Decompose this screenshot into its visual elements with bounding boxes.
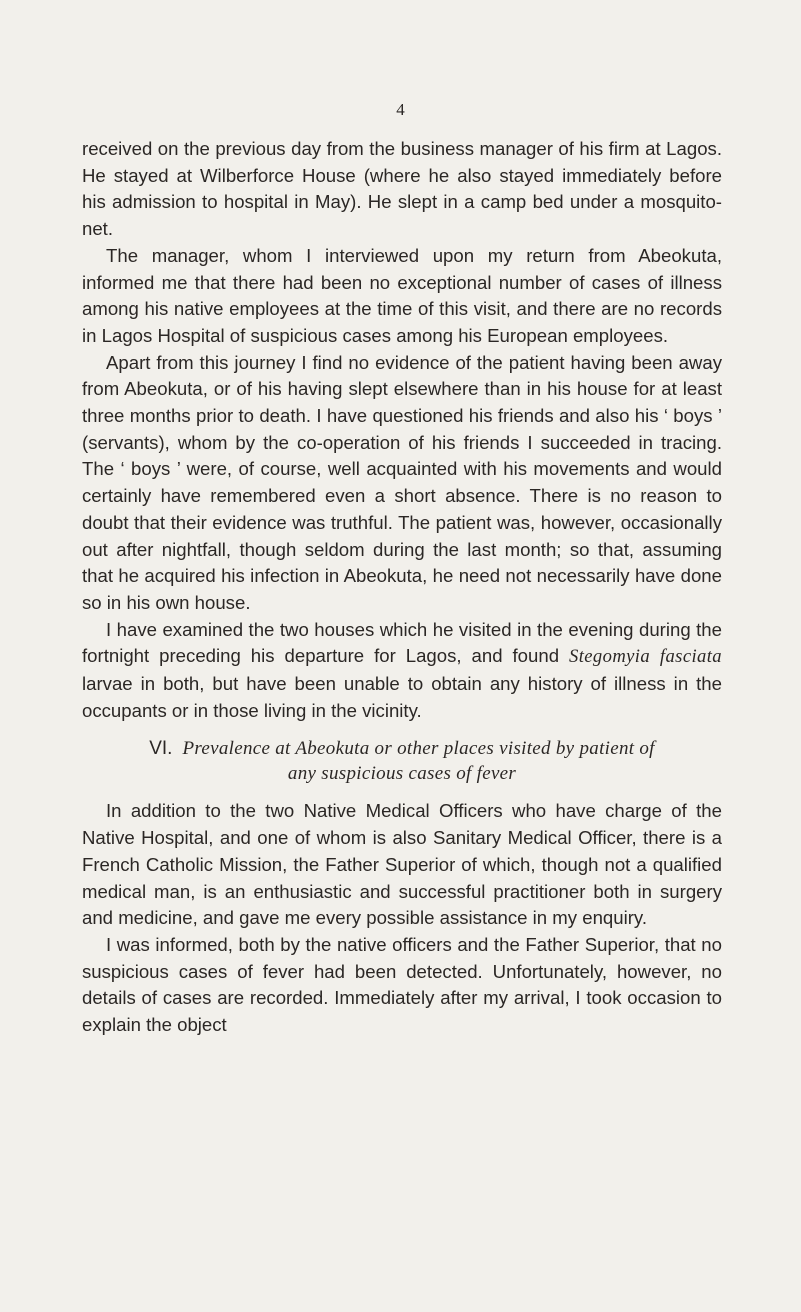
species-name: Stegomyia fasciata — [569, 646, 722, 668]
paragraph-no-suspicious-cases: I was informed, both by the native officers and the Father Superior, that no suspicious cases of fever had been detected. Unfortunately, however, no details of cases are recorded. Immediately after my arrival, I took occasion to explain the object — [82, 933, 722, 1036]
body-text — [82, 136, 722, 1039]
section-heading-line-1 — [82, 736, 722, 761]
paragraph-continuation: received on the previous day from the business manager of his firm at Lagos. He stayed at Wilberforce House (where he also stayed immediately before his admission to hospital in May). He slept in a camp bed under a mosquito-net. — [82, 138, 722, 240]
page-number: 4 — [396, 100, 405, 119]
paragraph-journey-evidence: Apart from this journey I find no evidence of the patient having been away from Abeokuta, or of his having slept elsewhere than in his house for at least three months prior to death. I have questioned his friends and also his ‘ boys ’ (servants), whom by the co-operation of his friends I succeeded in tracing. The ‘ boys ’ were, of course, well acquainted with his movements and would certainly have remembered even a short absence. There is no reason to doubt that their evidence was truthful. The patient was, however, occasionally out after nightfall, though seldom during the last month; so that, assuming that he acquired his infection in Abeokuta, he need not necessarily have done so in his own house. — [82, 351, 722, 613]
larvae-text-before: I have examined the two houses which he visited in the evening during the fortnight preceding his departure for Lagos, and found — [82, 618, 722, 667]
paragraph-manager-interview: The manager, whom I interviewed upon my return from Abeokuta, informed me that there had been no exceptional number of cases of illness among his native employees at the time of this visit, and there are no records in Lagos Hospital of suspicious cases among his European employees. — [82, 244, 722, 346]
paragraph-larvae-finding — [82, 617, 722, 725]
paragraph-medical-officers: In addition to the two Native Medical Officers who have charge of the Native Hospital, and one of whom is also Sanitary Medical Officer, there is a French Catholic Mission, the Father Superior of which, though not a qualified medical man, is an enthusiastic and successful practitioner both in surgery and medicine, and gave me every possible assistance in my enquiry. — [82, 800, 722, 929]
section-numeral: VI. — [149, 738, 173, 760]
section-title-part-2: any suspicious cases of fever — [287, 763, 517, 785]
section-heading — [82, 736, 722, 786]
larvae-text-after: larvae in both, but have been unable to obtain any history of illness in the occupants or in those living in the vicinity. — [82, 673, 722, 721]
section-title-part-1: Prevalence at Abeokuta or other places visited by patient of — [182, 738, 655, 760]
